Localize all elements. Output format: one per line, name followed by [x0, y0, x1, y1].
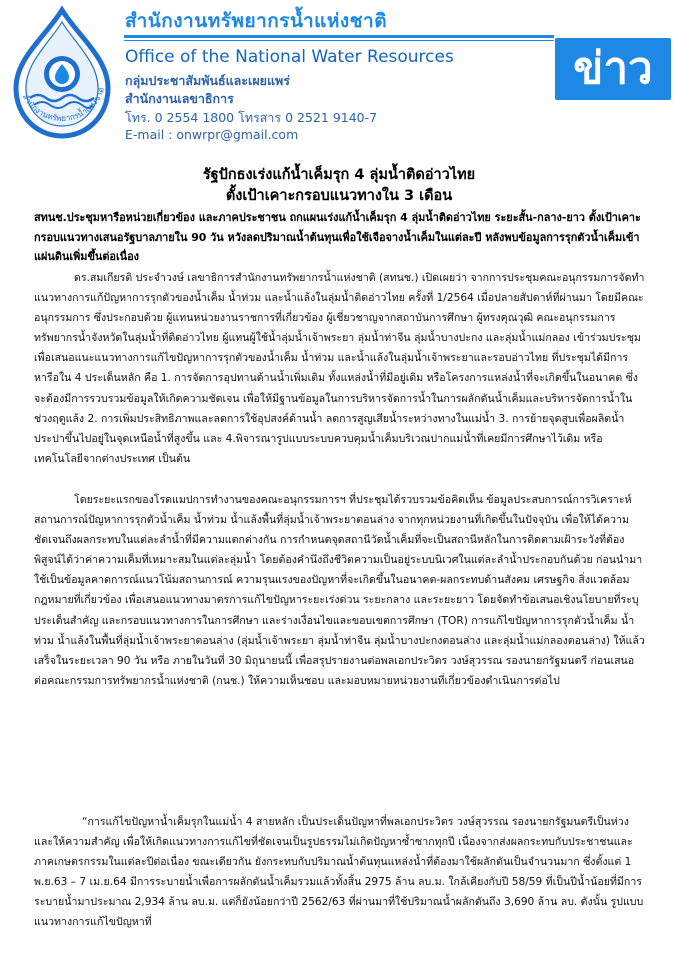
- letterhead: [0, 0, 678, 150]
- org-name-thai: สำนักงานทรัพยากรน้ำแห่งชาติ: [125, 10, 388, 32]
- paragraph-3: “การแก้ไขปัญหาน้ำเค็มรุกในแม่น้ำ 4 สายหลัก เป็นประเด็นปัญหาที่พลเอกประวิตร วงษ์สุวรรณ รองนายกรัฐมนตรีเป็นห่วงและให้ความสำคัญ เพื่อให้เกิดแนวทางการแก้ไขที่ชัดเจนเป็นรูปธรรมไม่เกิดปัญหาซ้ำซากทุกปี เนื่องจากส่งผลกระทบกับประชาชนและภาคเกษตรกรรมในแต่ละปีต่อเนื่อง ขณะเดียวกัน ยังกระทบกับปริมาณน้ำต้นทุนแหล่งน้ำที่ต้องมาใช้ผลักดันเป็นจำนวนมาก ซึ่งตั้งแต่ 1 พ.ย.63 – 7 เม.ย.64 มีการระบายน้ำเพื่อการผลักดันน้ำเค็มรวมแล้วทั้งสิ้น 2975 ล้าน ลบ.ม. ใกล้เคียงกับปี 58/59 ที่เป็นปีน้ำน้อยที่มีการระบายน้ำมาประมาณ 2,934 ล้าน ลบ.ม. แต่ก็ยังน้อยกว่าปี 2562/63 ที่ผ่านมาที่ใช้ปริมาณน้ำผลักดันถึง 3,690 ล้าน ลบ. ดังนั้น รูปแบบแนวทางการแก้ไขปัญหาที่: [34, 816, 644, 929]
- phone-info: โทร. 0 2554 1800 โทรสาร 0 2521 9140-7: [125, 110, 378, 125]
- news-badge: ข่าว: [555, 38, 671, 100]
- org-name-english: Office of the National Water Resources: [125, 47, 454, 67]
- article-summary: สทนช.ประชุมหารือหน่วยเกี่ยวข้อง และภาคประชาชน ถกแผนเร่งแก้น้ำเค็มรุก 4 ลุ่มน้ำติดอ่าวไทย ระยะสั้น-กลาง-ยาว ตั้งเป้าเคาะกรอบแนวทางเสนอรัฐบาลภายใน 90 วัน หวังลดปริมาณน้ำต้นทุนเพื่อใช้เจือจางน้ำเค็มในแต่ละปี หลังพบข้อมูลการรุกตัวน้ำเค็มเข้าแผ่นดินเพิ่มขึ้นต่อเนื่อง: [34, 211, 641, 263]
- email-info[interactable]: E-mail : onwrpr@gmail.com: [125, 127, 299, 142]
- headline-line-2: ตั้งเป้าเคาะกรอบแนวทางใน 3 เดือน: [225, 188, 453, 204]
- onwr-logo: [6, 6, 118, 144]
- header-divider-top: [124, 35, 554, 38]
- paragraph-1: ดร.สมเกียรติ ประจำวงษ์ เลขาธิการสำนักงานทรัพยากรน้ำแห่งชาติ (สทนช.) เปิดเผยว่า จากการประชุมคณะอนุกรรมการจัดทำแนวทางการแก้ปัญหาการรุกตัวของน้ำเค็ม น้ำท่วม และน้ำแล้งในลุ่มน้ำติดอ่าวไทย ครั้งที่ 1/2564 เมื่อปลายสัปดาห์ที่ผ่านมา โดยมีคณะอนุกรรมการ ซึ่งประกอบด้วย ผู้แทนหน่วยงานราชการที่เกี่ยวข้อง ผู้เชี่ยวชาญจากสถาบันการศึกษา ผู้ทรงคุณวุฒิ คณะอนุกรรมการทรัพยากรน้ำจังหวัดในลุ่มน้ำที่ติดอ่าวไทย ผู้แทนผู้ใช้น้ำลุ่มน้ำเจ้าพระยา ลุ่มน้ำท่าจีน ลุ่มน้ำบางปะกง และลุ่มน้ำแม่กลอง เข้าร่วมประชุม เพื่อเสนอแนะแนวทางการแก้ไขปัญหาการรุกตัวของน้ำเค็ม น้ำท่วม และน้ำแล้งในลุ่มน้ำเจ้าพระยาและรอบอ่าวไทย ที่ประชุมได้มีการหารือใน 4 ประเด็นหลัก คือ 1. การจัดการอุปทานด้านน้ำเพิ่มเติม ทั้งแหล่งน้ำที่มีอยู่เดิม หรือโครงการแหล่งน้ำที่จะเกิดขึ้นในอนาคต ซึ่งจะต้องมีการรวบรวมข้อมูลให้เกิดความชัดเจน เพื่อให้มีฐานข้อมูลในการบริหารจัดการน้ำในการผลักดันน้ำเค็มและบริหารจัดการน้ำในช่วงฤดูแล้ง 2. การเพิ่มประสิทธิภาพและลดการใช้อุปสงค์ด้านน้ำ ลดการสูญเสียน้ำระหว่างทางในแม่น้ำ 3. การย้ายจุดสูบเพื่อผลิตน้ำประปาขึ้นไปอยู่ในจุดเหนือน้ำที่สูงขึ้น และ 4.พิจารณารูปแบบระบบควบคุมน้ำเค็มบริเวณปากแม่น้ำที่เคยมีการศึกษาไว้เดิม หรือเทคโนโลยีจากต่างประเทศ เป็นต้น: [34, 272, 645, 465]
- office-name: สำนักงานเลขาธิการ: [125, 91, 234, 106]
- svg-text:สำนักงานทรัพยากรน้ำแห่งชาติ: สำนักงานทรัพยากรน้ำแห่งชาติ: [20, 86, 107, 123]
- header-divider-thin: [124, 40, 554, 41]
- department-name: กลุ่มประชาสัมพันธ์และเผยแพร่: [125, 73, 290, 88]
- paragraph-2: โดยระยะแรกของโรดแมปการทำงานของคณะอนุกรรมการฯ ที่ประชุมได้รวบรวมข้อคิดเห็น ข้อมูลประสบการณ์การวิเคราะห์สถานการณ์ปัญหาการรุกตัวน้ำเค็ม น้ำท่วม น้ำแล้งพื้นที่ลุ่มน้ำเจ้าพระยาตอนล่าง จากทุกหน่วยงานที่เกิดขึ้นในปัจจุบัน เพื่อให้ได้ความชัดเจนถึงผลกระทบในแต่ละลำน้ำที่มีความแตกต่างกัน การกำหนดจุดสถานีวัดน้ำเค็มที่จะเป็นสถานีหลักในการติดตามเฝ้าระวังที่ต้องพิสูจน์ได้ว่าค่าความเค็มที่เหมาะสมในแต่ละลุ่มน้ำ โดยต้องคำนึงถึงชีวิตความเป็นอยู่ระบบนิเวศในแต่ละลำน้ำประกอบกันด้วย ก่อนนำมาใช้เป็นข้อมูลคาดการณ์แนวโน้มสถานการณ์ ความรุนแรงของปัญหาที่จะเกิดขึ้นในอนาคต-ผลกระทบด้านสังคม เศรษฐกิจ สิ่งแวดล้อม กฎหมายที่เกี่ยวข้อง เพื่อเสนอแนวทางมาตรการแก้ไขปัญหาระยะเร่งด่วน ระยะกลาง และระยะยาว โดยจัดทำข้อเสนอเชิงนโยบายที่ระบุประเด็นสำคัญ และกรอบแนวทางการในการศึกษา และร่างเงื่อนไขและขอบเขตการศึกษา (TOR) การแก้ไขปัญหาการรุกตัวน้ำเค็ม น้ำท่วม น้ำแล้งในพื้นที่ลุ่มน้ำเจ้าพระยาตอนล่าง (ลุ่มน้ำเจ้าพระยา ลุ่มน้ำท่าจีน ลุ่มน้ำบางปะกงตอนล่าง และลุ่มน้ำแม่กลองตอนล่าง) ให้แล้วเสร็จในระยะเวลา 90 วัน หรือ ภายในวันที่ 30 มิถุนายนนี้ เพื่อสรุปรายงานต่อพลเอกประวิตร วงษ์สุวรรณ รองนายกรัฐมนตรี ก่อนเสนอต่อคณะกรรมการทรัพยากรน้ำแห่งชาติ (กนช.) ให้ความเห็นชอบ และมอบหมายหน่วยงานที่เกี่ยวข้องดำเนินการต่อไป: [34, 494, 645, 687]
- headline-line-1: รัฐปักธงเร่งแก้น้ำเค็มรุก 4 ลุ่มน้ำติดอ่าวไทย: [202, 167, 476, 183]
